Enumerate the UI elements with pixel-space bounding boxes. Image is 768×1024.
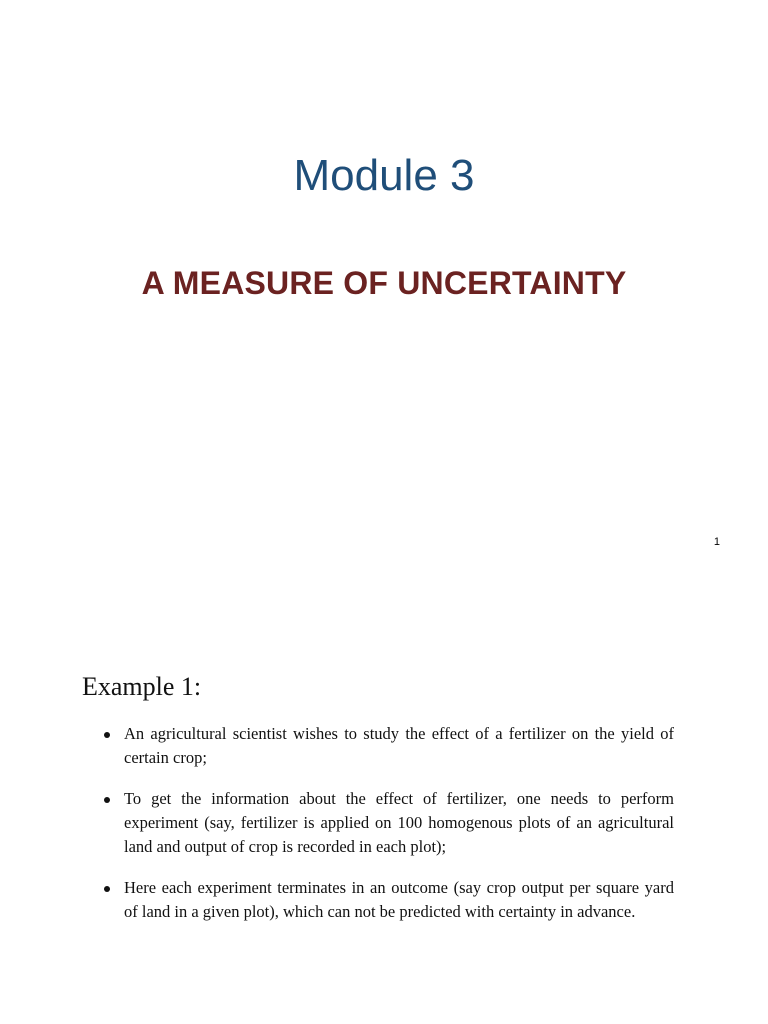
- page-number: 1: [713, 536, 720, 548]
- module-subtitle: A MEASURE OF UNCERTAINTY: [141, 265, 627, 301]
- bullet-list: [104, 722, 674, 941]
- bullet-icon: [104, 732, 110, 738]
- bullet-icon: [104, 886, 110, 892]
- bullet-icon: [104, 797, 110, 803]
- module-title: Module 3: [293, 151, 475, 200]
- bullet-text: An agricultural scientist wishes to study the effect of a fertilizer on the yield of certain crop;: [124, 724, 674, 767]
- list-item: [104, 876, 674, 924]
- bullet-text: To get the information about the effect of fertilizer, one needs to perform experiment (say, fertilizer is applied on 100 homogenous plots of an agricultural land and output of crop is recorded in each plot);: [124, 789, 674, 856]
- bullet-text: Here each experiment terminates in an outcome (say crop output per square yard of land in a given plot), which can not be predicted with certainty in advance.: [124, 878, 674, 921]
- list-item: [104, 787, 674, 859]
- list-item: [104, 722, 674, 770]
- example-heading: Example 1:: [82, 672, 202, 701]
